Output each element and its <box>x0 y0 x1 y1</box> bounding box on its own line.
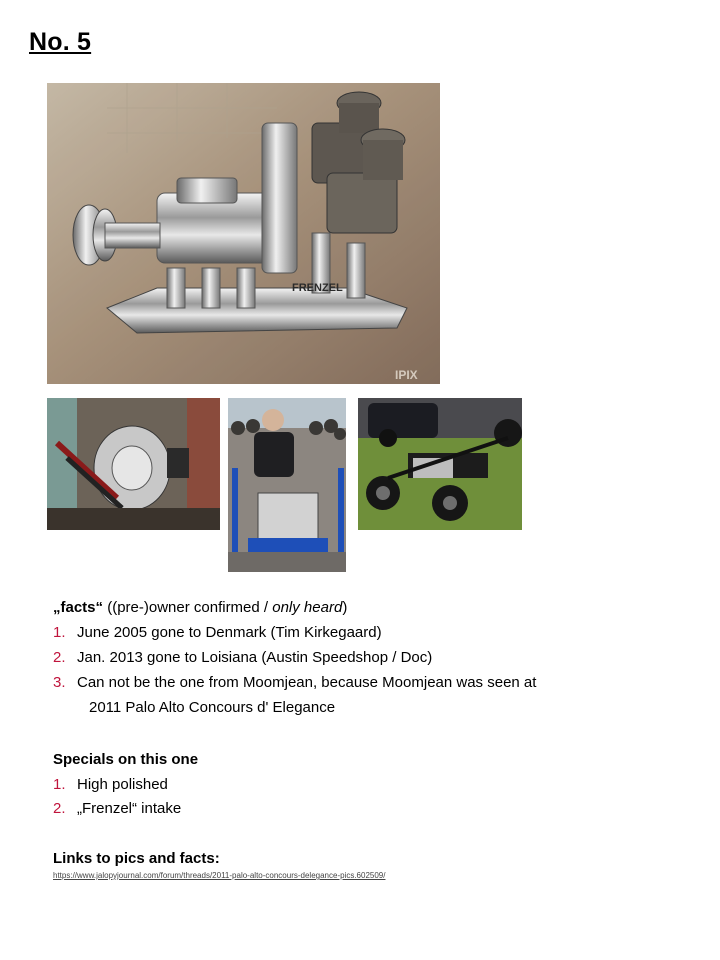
car-show-photo <box>228 398 346 572</box>
facts-label: „facts“ <box>53 599 104 616</box>
list-number: 3. <box>53 674 66 691</box>
list-item-continuation: 2011 Palo Alto Concours d' Elegance <box>89 699 336 716</box>
list-text: Can not be the one from Moomjean, because Moomjean was seen at <box>77 674 537 691</box>
supercharger-photo <box>47 83 440 384</box>
list-item <box>53 776 168 793</box>
engine-bay-photo <box>47 398 220 530</box>
list-text: High polished <box>77 776 168 793</box>
list-text: Jan. 2013 gone to Loisiana (Austin Speedshop / Doc) <box>77 649 433 666</box>
facts-intro-italic: only heard <box>272 599 343 616</box>
facts-intro: ((pre-)owner confirmed / <box>103 599 273 616</box>
list-number: 2. <box>53 649 66 666</box>
list-text: „Frenzel“ intake <box>77 800 182 817</box>
photo-watermark: IPIX <box>395 368 418 382</box>
list-number: 1. <box>53 624 66 641</box>
list-item <box>53 649 432 666</box>
frenzel-logo: FRENZEL <box>292 282 343 294</box>
page-title: No. 5 <box>29 28 92 56</box>
facts-intro-end: ) <box>342 599 348 616</box>
list-item <box>53 674 536 691</box>
list-text: June 2005 gone to Denmark (Tim Kirkegaard) <box>77 624 382 641</box>
source-link[interactable]: https://www.jalopyjournal.com/forum/threads/2011-palo-alto-concours-delegance-pics.602509/ <box>53 871 386 880</box>
list-number: 1. <box>53 776 66 793</box>
roadster-photo <box>358 398 522 530</box>
specials-heading: Specials on this one <box>53 751 199 768</box>
list-item <box>53 800 181 817</box>
links-heading: Links to pics and facts: <box>53 850 220 867</box>
list-number: 2. <box>53 800 66 817</box>
list-item <box>53 624 382 641</box>
facts-heading <box>53 599 347 616</box>
